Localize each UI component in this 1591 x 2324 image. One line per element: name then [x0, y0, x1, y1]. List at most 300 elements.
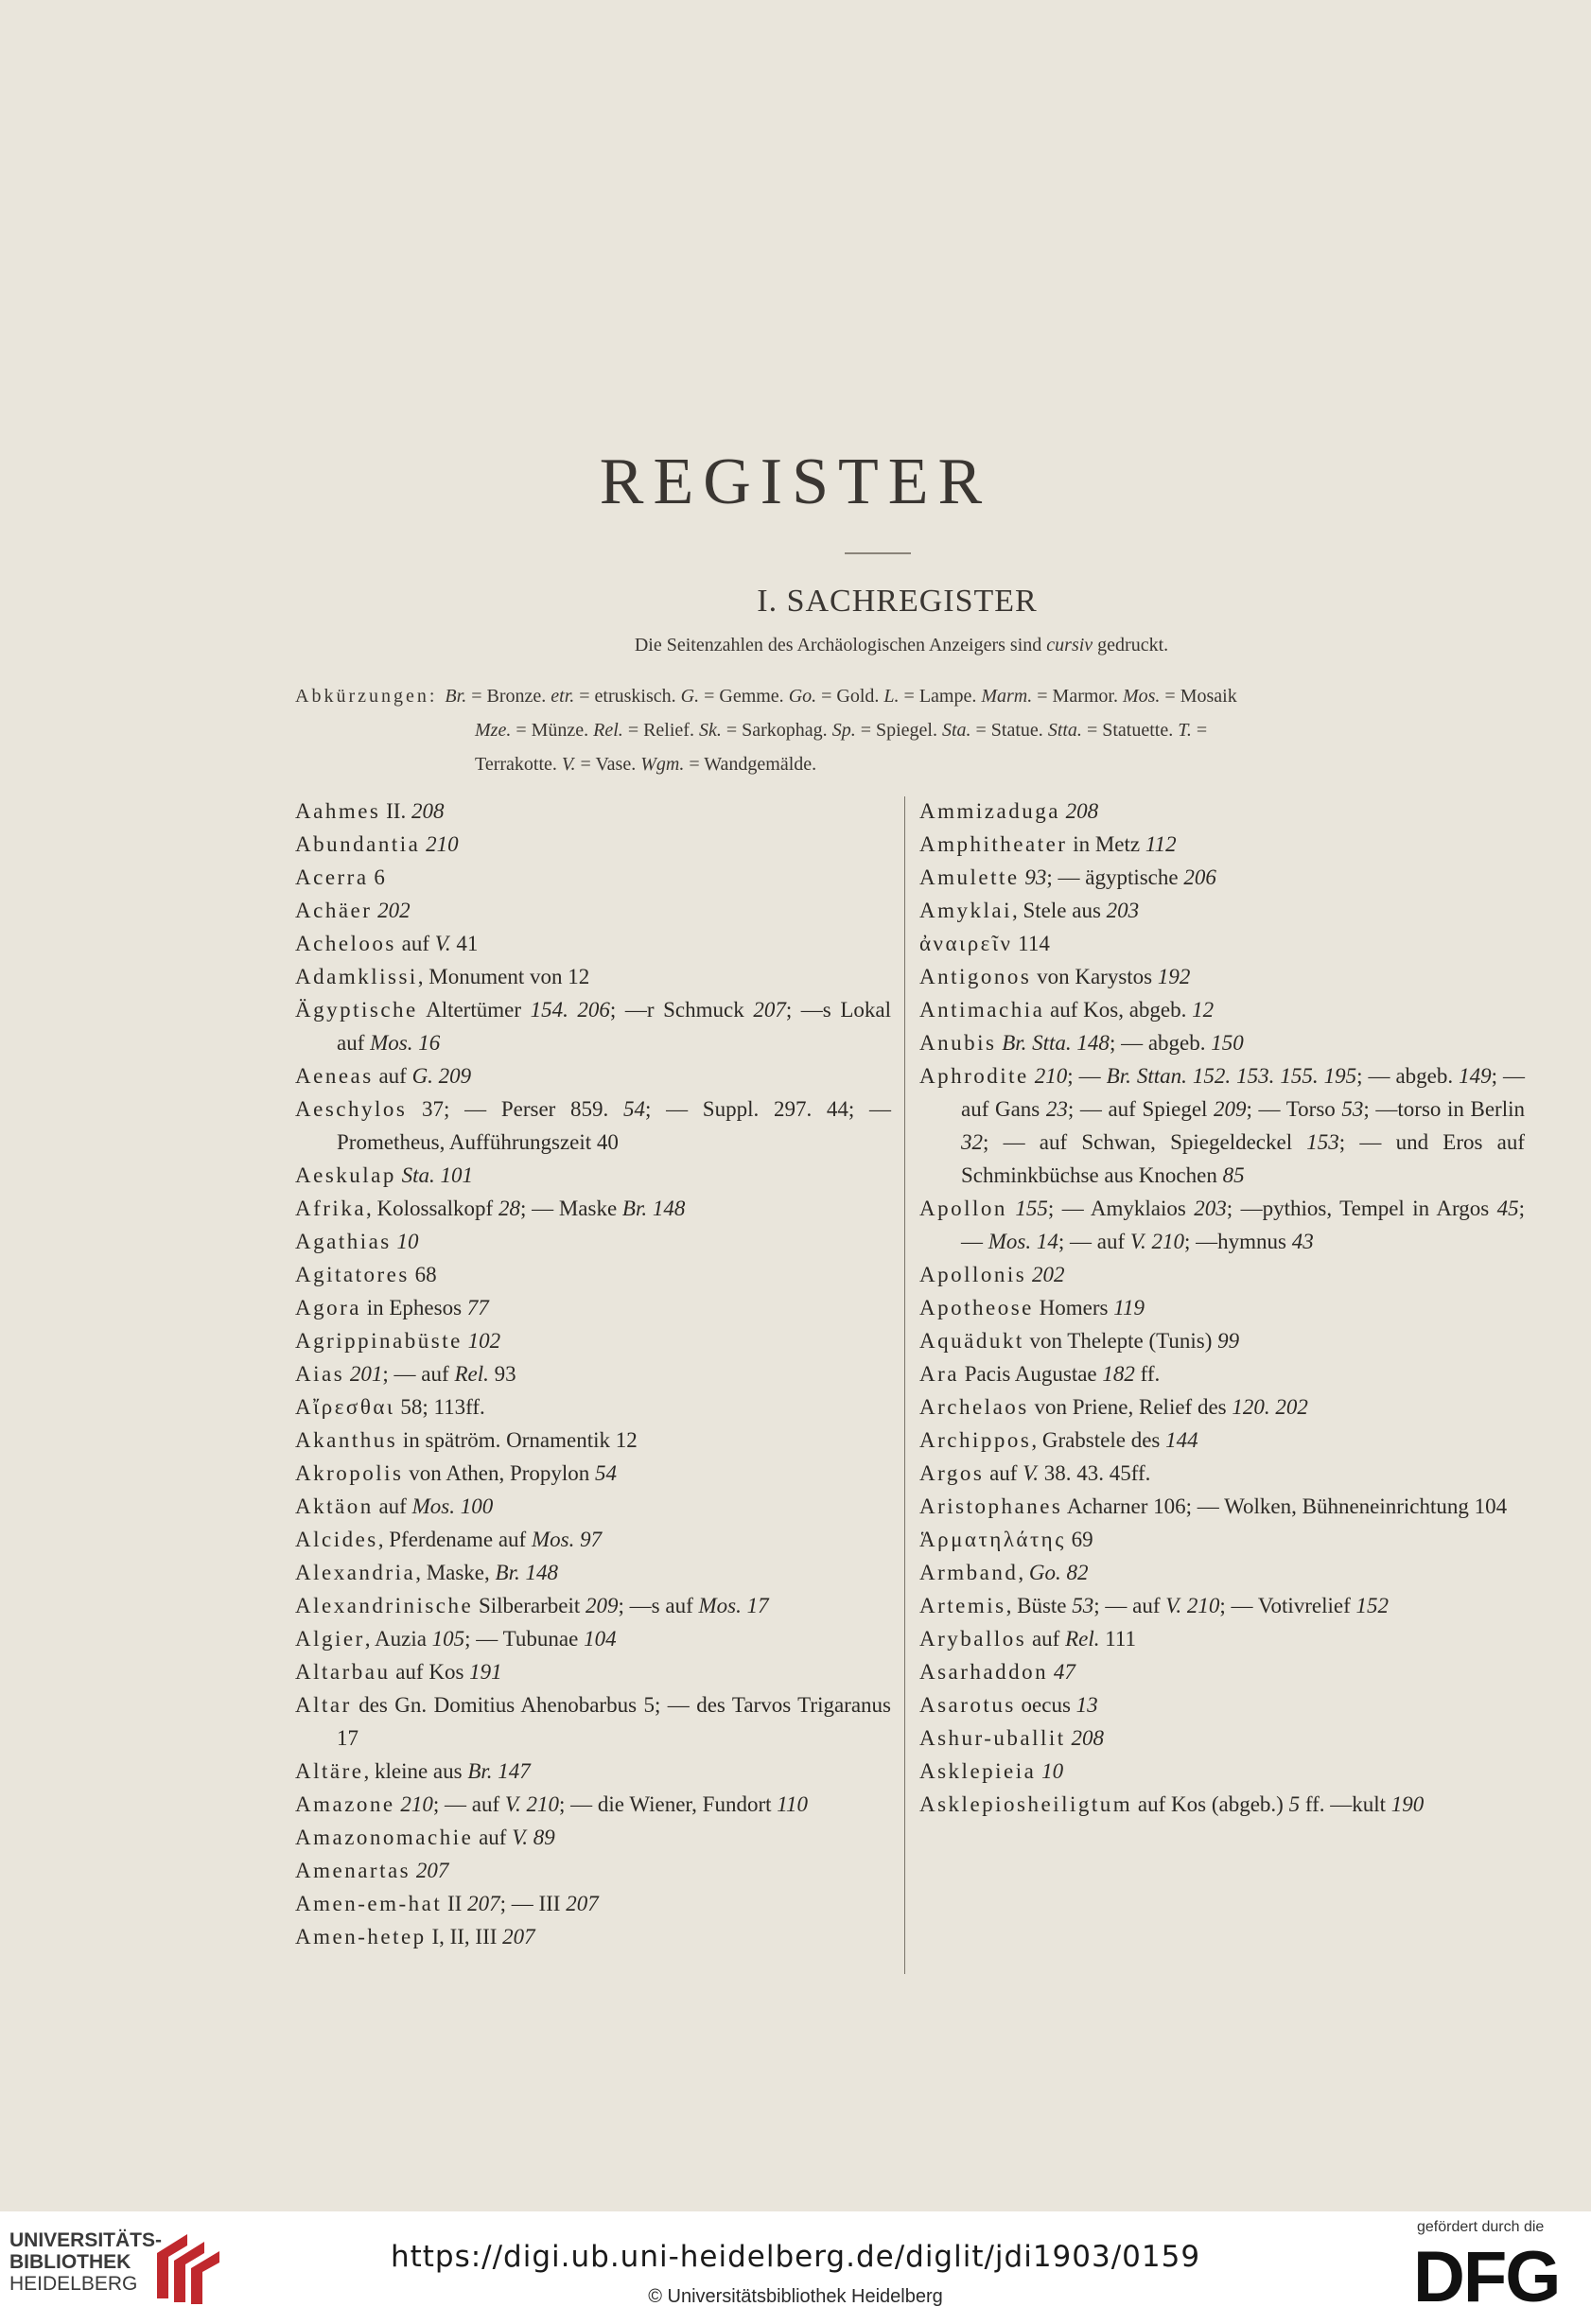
- page-reference: 207: [415, 1859, 449, 1882]
- page-reference: V. 210: [1165, 1594, 1220, 1617]
- entry-text: Homers: [1033, 1296, 1114, 1319]
- entry-text: auf Kos, abgeb.: [1044, 998, 1193, 1022]
- index-entry: [919, 1324, 1525, 1357]
- index-entry: [295, 1622, 891, 1655]
- entry-text: auf: [473, 1826, 513, 1849]
- abbreviation-text: = Gemme.: [699, 686, 789, 707]
- page-reference: 10: [396, 1230, 419, 1253]
- entry-keyword: Akanthus: [295, 1428, 398, 1452]
- entry-keyword: Asarhaddon: [919, 1660, 1049, 1684]
- logo-line-2: BIBLIOTHEK: [9, 2251, 131, 2273]
- abbreviation-key: Br.: [445, 686, 467, 707]
- index-entry: [919, 1390, 1525, 1424]
- entry-text: ; — III: [499, 1892, 567, 1915]
- page-reference: 209: [1214, 1097, 1247, 1121]
- index-entry: [919, 1490, 1525, 1523]
- entry-keyword: Anubis: [919, 1031, 997, 1055]
- page-reference: 208: [411, 799, 445, 823]
- entry-keyword: Armband: [919, 1561, 1019, 1584]
- abbreviation-key: Wgm.: [640, 754, 685, 775]
- index-entry: [295, 1854, 891, 1887]
- note-text-pre: Die Seitenzahlen des Archäologischen Anzeigers sind: [634, 635, 1042, 655]
- index-entry: [295, 861, 891, 894]
- entry-text: 41: [450, 932, 479, 955]
- abbreviation-text: = Marmor.: [1032, 686, 1123, 707]
- page-reference: 210: [426, 832, 459, 856]
- entry-text: 6: [368, 865, 385, 889]
- page-reference: 206: [1183, 865, 1216, 889]
- page-reference: Go. 82: [1028, 1561, 1089, 1584]
- index-entry: [295, 795, 891, 828]
- entry-text: , kleine aus: [363, 1759, 468, 1783]
- page-reference: 154. 206: [530, 998, 610, 1022]
- index-entry: [919, 1192, 1525, 1258]
- index-entry: [919, 1556, 1525, 1589]
- entry-text: ; —hymnus: [1183, 1230, 1292, 1253]
- page-reference: Mos. 17: [698, 1594, 769, 1617]
- index-entry: [295, 894, 891, 927]
- index-column-right: [919, 795, 1525, 1821]
- index-entry: [295, 993, 891, 1059]
- index-entry: [295, 1490, 891, 1523]
- entry-text: 58; 113ff.: [394, 1395, 485, 1419]
- entry-keyword: Amenartas: [295, 1859, 411, 1882]
- page-reference: 191: [469, 1660, 502, 1684]
- entry-keyword: Amulette: [919, 865, 1020, 889]
- entry-keyword: Amphitheater: [919, 832, 1068, 856]
- page-reference: 150: [1211, 1031, 1244, 1055]
- entry-text: , Maske,: [415, 1561, 496, 1584]
- page-reference: V.: [434, 932, 451, 955]
- abbreviation-key: etr.: [551, 686, 575, 707]
- entry-text: ; — Suppl. 297. 44; — Prometheus, Aufführungszeit 40: [337, 1097, 892, 1154]
- page-reference: 207: [467, 1892, 500, 1915]
- page-reference: G. 209: [411, 1064, 472, 1088]
- entry-keyword: Alexandria: [295, 1561, 416, 1584]
- entry-text: des Gn. Domitius Ahenobarbus 5; — des Tarvos Trigaranus 17: [337, 1693, 891, 1750]
- index-entry: [919, 1357, 1525, 1390]
- index-entry: [295, 828, 891, 861]
- abbreviation-text: = Lampe.: [899, 686, 982, 707]
- entry-text: auf: [395, 932, 435, 955]
- entry-text: ; — Tubunae: [464, 1627, 585, 1651]
- entry-keyword: Alcides: [295, 1528, 378, 1551]
- page-reference: 192: [1157, 965, 1191, 988]
- page-reference: V.: [1023, 1461, 1040, 1485]
- entry-text: II.: [380, 799, 411, 823]
- entry-text: Silberarbeit: [473, 1594, 586, 1617]
- abbreviation-text: = Gold.: [816, 686, 884, 707]
- page-reference: Rel.: [454, 1362, 489, 1386]
- index-entry: [919, 1258, 1525, 1291]
- abbreviation-key: Go.: [788, 686, 817, 707]
- entry-text: ; — abgeb.: [1109, 1031, 1212, 1055]
- index-entry: [295, 1059, 891, 1092]
- entry-text: ; — Votivrelief: [1219, 1594, 1356, 1617]
- page-reference: V. 89: [512, 1826, 555, 1849]
- page-reference: 47: [1053, 1660, 1075, 1684]
- entry-keyword: Amen-em-hat: [295, 1892, 443, 1915]
- entry-keyword: Aryballos: [919, 1627, 1027, 1651]
- entry-keyword: Algier: [295, 1627, 365, 1651]
- index-entry: [919, 927, 1525, 960]
- entry-text: ; — Maske: [519, 1197, 622, 1220]
- page-reference: 110: [777, 1792, 809, 1816]
- abbreviation-text: = Münze.: [511, 720, 594, 741]
- entry-keyword: Agrippinabüste: [295, 1329, 463, 1353]
- abbreviations-block: [295, 679, 1515, 781]
- index-entry: [295, 1192, 891, 1225]
- entry-text: von Thelepte (Tunis): [1023, 1329, 1218, 1353]
- entry-text: auf Kos (abgeb.): [1132, 1792, 1289, 1816]
- index-entry: [919, 1688, 1525, 1721]
- entry-text: ; — auf Schwan, Spiegeldeckel: [983, 1130, 1307, 1154]
- page-reference: Br. 147: [467, 1759, 531, 1783]
- index-entry: [295, 1291, 891, 1324]
- index-entry: [919, 894, 1525, 927]
- page-reference: 210: [1034, 1064, 1068, 1088]
- entry-text: ; —s auf: [618, 1594, 699, 1617]
- page-reference: 85: [1222, 1163, 1245, 1187]
- entry-text: von Priene, Relief des: [1028, 1395, 1233, 1419]
- page-reference: 43: [1291, 1230, 1314, 1253]
- entry-keyword: Amazone: [295, 1792, 395, 1816]
- page-reference: 104: [584, 1627, 617, 1651]
- entry-text: I, II, III: [426, 1925, 503, 1948]
- entry-keyword: Antigonos: [919, 965, 1032, 988]
- page-reference: Rel.: [1065, 1627, 1100, 1651]
- entry-keyword: Amen-hetep: [295, 1925, 427, 1948]
- abbreviation-text: =: [1191, 720, 1208, 741]
- entry-text: in Ephesos: [360, 1296, 467, 1319]
- entry-keyword: Agathias: [295, 1230, 392, 1253]
- index-entry: [919, 1523, 1525, 1556]
- entry-text: ; — und Eros auf Schminkbüchse aus Knochen: [961, 1130, 1525, 1187]
- abbreviation-key: Mos.: [1122, 686, 1161, 707]
- page-reference: 54: [623, 1097, 645, 1121]
- entry-text: ; — auf Gans: [961, 1064, 1526, 1121]
- page-reference: 28: [498, 1197, 520, 1220]
- entry-keyword: Αἴρεσθαι: [295, 1395, 395, 1419]
- abbreviation-key: Marm.: [981, 686, 1033, 707]
- index-column-left: [295, 795, 891, 1953]
- entry-keyword: Amyklai: [919, 899, 1012, 922]
- entry-text: Pacis Augustae: [958, 1362, 1103, 1386]
- index-entry: [295, 1821, 891, 1854]
- page-reference: 12: [1192, 998, 1215, 1022]
- index-entry: [919, 828, 1525, 861]
- entry-text: ; — Amyklaios: [1047, 1197, 1195, 1220]
- page-reference: 32: [961, 1130, 983, 1154]
- index-entry: [295, 1688, 891, 1755]
- index-entry: [919, 993, 1525, 1026]
- entry-text: ; — auf: [1058, 1230, 1130, 1253]
- entry-keyword: Aeskulap: [295, 1163, 396, 1187]
- index-entry: [919, 1655, 1525, 1688]
- entry-keyword: Achäer: [295, 899, 373, 922]
- entry-text: II: [442, 1892, 468, 1915]
- entry-text: ; — auf Spiegel: [1067, 1097, 1215, 1121]
- index-entry: [919, 1291, 1525, 1324]
- page-reference: V. 210: [1129, 1230, 1184, 1253]
- entry-text: auf: [1026, 1627, 1066, 1651]
- abbreviation-key: Stta.: [1047, 720, 1082, 741]
- page-reference: 13: [1075, 1693, 1098, 1717]
- index-entry: [919, 1457, 1525, 1490]
- abbreviation-text: = Spiegel.: [855, 720, 942, 741]
- entry-text: ; — auf: [432, 1792, 505, 1816]
- entry-keyword: Aristophanes: [919, 1494, 1063, 1518]
- page-reference: 203: [1194, 1197, 1227, 1220]
- index-entry: [295, 1556, 891, 1589]
- entry-keyword: Aphrodite: [919, 1064, 1029, 1088]
- page-reference: 208: [1071, 1726, 1104, 1750]
- abbreviation-text: = Sarkophag.: [721, 720, 832, 741]
- page-reference: 182: [1102, 1362, 1135, 1386]
- abbreviation-key: Sp.: [831, 720, 856, 741]
- entry-keyword: Ἁρματηλάτης: [919, 1528, 1066, 1551]
- index-entry: [295, 1655, 891, 1688]
- page-reference: 120. 202: [1232, 1395, 1308, 1419]
- entry-text: auf Kos: [390, 1660, 470, 1684]
- page-reference: 202: [377, 899, 411, 922]
- index-entry: [295, 1788, 891, 1821]
- abbreviation-key: G.: [680, 686, 700, 707]
- entry-keyword: Aktäon: [295, 1494, 374, 1518]
- page-reference: 10: [1041, 1759, 1064, 1783]
- entry-keyword: Antimachia: [919, 998, 1045, 1022]
- entry-keyword: Altäre: [295, 1759, 364, 1783]
- page-reference: Br. Stta. 148: [1002, 1031, 1110, 1055]
- page-reference: 77: [466, 1296, 489, 1319]
- index-entry: [295, 1523, 891, 1556]
- viewer-footer: [0, 2211, 1591, 2324]
- dfg-logo[interactable]: DFG: [1413, 2237, 1560, 2317]
- entry-keyword: Asklepieia: [919, 1759, 1037, 1783]
- abbreviation-key: Mze.: [475, 720, 512, 741]
- entry-keyword: Aahmes: [295, 799, 381, 823]
- entry-keyword: Apollon: [919, 1197, 1007, 1220]
- entry-keyword: Archippos: [919, 1428, 1032, 1452]
- page-reference: 5: [1288, 1792, 1301, 1816]
- abbreviation-text: = Mosaik: [1160, 686, 1237, 707]
- entry-text: 68: [409, 1263, 437, 1286]
- page-reference: 119: [1113, 1296, 1145, 1319]
- entry-keyword: Asarotus: [919, 1693, 1016, 1717]
- index-entry: [919, 1755, 1525, 1788]
- page-reference: Br. Sttan. 152. 153. 155. 195: [1106, 1064, 1357, 1088]
- entry-text: ; — die Wiener, Fundort: [559, 1792, 778, 1816]
- entry-text: , Stele aus: [1012, 899, 1107, 922]
- entry-text: auf: [373, 1064, 412, 1088]
- entry-text: , Auzia: [364, 1627, 432, 1651]
- page-title: REGISTER: [599, 446, 992, 518]
- entry-keyword: Abundantia: [295, 832, 421, 856]
- page-reference: 202: [1031, 1263, 1065, 1286]
- page-reference: 23: [1045, 1097, 1068, 1121]
- index-entry: [919, 1589, 1525, 1622]
- abbreviation-text: = Statuette.: [1081, 720, 1179, 741]
- page-reference: 210: [400, 1792, 433, 1816]
- abbreviation-key: V.: [561, 754, 576, 775]
- entry-keyword: Altarbau: [295, 1660, 391, 1684]
- index-entry: [919, 1026, 1525, 1059]
- entry-text: Acharner 106; — Wolken, Bühneneinrichtung 104: [1062, 1494, 1508, 1518]
- entry-keyword: Ara: [919, 1362, 959, 1386]
- page-reference: Br. 148: [495, 1561, 558, 1584]
- logo-line-3: HEIDELBERG: [9, 2273, 138, 2295]
- index-entry: [295, 1159, 891, 1192]
- entry-text: ; —s Lokal auf: [337, 998, 891, 1055]
- page-reference: Mos. 97: [531, 1528, 603, 1551]
- entry-text: ff. —kult: [1300, 1792, 1391, 1816]
- page-reference: 203: [1106, 899, 1140, 922]
- entry-keyword: Acerra: [295, 865, 369, 889]
- page-reference: 102: [467, 1329, 501, 1353]
- entry-text: 111: [1099, 1627, 1137, 1651]
- page-reference: Sta. 101: [401, 1163, 474, 1187]
- entry-text: 38. 43. 45ff.: [1039, 1461, 1151, 1485]
- abbreviation-text: = Relief.: [622, 720, 699, 741]
- entry-text: oecus: [1015, 1693, 1076, 1717]
- entry-keyword: Aquädukt: [919, 1329, 1024, 1353]
- page-reference: 53: [1072, 1594, 1094, 1617]
- entry-text: ,: [1018, 1561, 1029, 1584]
- index-entry: [295, 1920, 891, 1953]
- abbreviation-text: = Wandgemälde.: [684, 754, 817, 775]
- entry-keyword: Amazonomachie: [295, 1826, 474, 1849]
- entry-keyword: Aeschylos: [295, 1097, 408, 1121]
- page-reference: 190: [1390, 1792, 1425, 1816]
- note-text-cursiv: cursiv: [1046, 635, 1093, 655]
- logo-line-1: UNIVERSITÄTS-: [9, 2229, 163, 2251]
- entry-text: ; — auf: [1093, 1594, 1166, 1617]
- page-reference: 105: [431, 1627, 465, 1651]
- permalink-url[interactable]: https://digi.ub.uni-heidelberg.de/diglit/jdi1903/0159: [390, 2240, 1201, 2274]
- page-reference: 152: [1355, 1594, 1390, 1617]
- abbreviation-line: [295, 679, 1515, 713]
- abbreviation-line: [295, 747, 1515, 781]
- index-entry: [919, 795, 1525, 828]
- entry-text: ; —torso in Berlin: [1363, 1097, 1525, 1121]
- entry-keyword: Aias: [295, 1362, 345, 1386]
- funding-label: gefördert durch die: [1417, 2219, 1545, 2235]
- page-reference: 112: [1145, 832, 1177, 856]
- entry-text: ; — ägyptische: [1046, 865, 1184, 889]
- abbreviation-text: = etruskisch.: [574, 686, 681, 707]
- entry-text: auf: [984, 1461, 1023, 1485]
- abbreviation-text: = Statue.: [970, 720, 1048, 741]
- entry-text: , Monument von 12: [417, 965, 590, 988]
- entry-keyword: Artemis: [919, 1594, 1006, 1617]
- entry-keyword: Altar: [295, 1693, 352, 1717]
- index-entry: [295, 1755, 891, 1788]
- abbreviation-text: Terrakotte.: [475, 754, 562, 775]
- entry-text: , Büste: [1005, 1594, 1073, 1617]
- entry-keyword: ἀναιρεῖν: [919, 932, 1013, 955]
- page-reference: 208: [1065, 799, 1099, 823]
- entry-text: auf: [373, 1494, 412, 1518]
- page-reference: 153: [1306, 1130, 1339, 1154]
- index-entry: [919, 1424, 1525, 1457]
- page-reference: 149: [1459, 1064, 1492, 1088]
- page-reference: 209: [586, 1594, 619, 1617]
- entry-keyword: Archelaos: [919, 1395, 1029, 1419]
- entry-text: in Metz: [1067, 832, 1145, 856]
- page-reference: 207: [502, 1925, 535, 1948]
- entry-text: ; —r Schmuck: [609, 998, 754, 1022]
- index-entry: [295, 1324, 891, 1357]
- entry-text: ; —pythios, Tempel in Argos: [1226, 1197, 1497, 1220]
- abbreviation-line: [295, 713, 1515, 747]
- entry-keyword: Alexandrinische: [295, 1594, 474, 1617]
- entry-keyword: Adamklissi: [295, 965, 418, 988]
- column-divider: [904, 796, 905, 1974]
- index-entry: [919, 1622, 1525, 1655]
- page-reference: Mos. 14: [988, 1230, 1058, 1253]
- index-entry: [295, 1457, 891, 1490]
- entry-keyword: Aeneas: [295, 1064, 374, 1088]
- entry-keyword: Akropolis: [295, 1461, 404, 1485]
- index-entry: [295, 1589, 891, 1622]
- entry-text: ; — abgeb.: [1356, 1064, 1460, 1088]
- index-entry: [295, 1357, 891, 1390]
- abbreviation-key: Sk.: [698, 720, 722, 741]
- index-entry: [295, 1390, 891, 1424]
- page-number-note: [0, 635, 1591, 656]
- page-reference: 207: [753, 998, 786, 1022]
- index-entry: [919, 1059, 1525, 1192]
- page-reference: Mos. 16: [370, 1031, 441, 1055]
- entry-text: ; —: [1067, 1064, 1107, 1088]
- entry-keyword: Afrika: [295, 1197, 367, 1220]
- page-reference: 207: [566, 1892, 599, 1915]
- abbreviation-key: Rel.: [593, 720, 623, 741]
- entry-keyword: Apollonis: [919, 1263, 1027, 1286]
- entry-text: ff.: [1134, 1362, 1161, 1386]
- entry-text: ; — Torso: [1246, 1097, 1342, 1121]
- entry-text: von Athen, Propylon: [403, 1461, 596, 1485]
- page-reference: 155: [1015, 1197, 1048, 1220]
- entry-keyword: Ägyptische: [295, 998, 418, 1022]
- entry-text: in spätröm. Ornamentik 12: [397, 1428, 638, 1452]
- page-reference: 53: [1341, 1097, 1364, 1121]
- abbreviation-text: = Bronze.: [466, 686, 551, 707]
- page-reference: 201: [349, 1362, 383, 1386]
- page-reference: 54: [595, 1461, 618, 1485]
- index-entry: [919, 1721, 1525, 1755]
- entry-text: 93: [488, 1362, 516, 1386]
- page-reference: 93: [1024, 865, 1047, 889]
- abbreviation-key: Sta.: [941, 720, 971, 741]
- index-entry: [295, 960, 891, 993]
- abbreviation-key: T.: [1178, 720, 1192, 741]
- copyright-notice: © Universitätsbibliothek Heidelberg: [648, 2286, 943, 2307]
- entry-keyword: Acheloos: [295, 932, 396, 955]
- entry-keyword: Argos: [919, 1461, 985, 1485]
- note-text-post: gedruckt.: [1097, 635, 1169, 655]
- page-reference: Mos. 100: [411, 1494, 494, 1518]
- entry-text: von Karystos: [1031, 965, 1158, 988]
- section-heading: I. SACHREGISTER: [757, 584, 1038, 619]
- index-entry: [295, 1424, 891, 1457]
- index-entry: [919, 960, 1525, 993]
- entry-text: ; — auf: [382, 1362, 455, 1386]
- entry-keyword: Agitatores: [295, 1263, 410, 1286]
- entry-keyword: Apotheose: [919, 1296, 1034, 1319]
- abbreviation-key: L.: [883, 686, 900, 707]
- entry-keyword: Asklepiosheiligtum: [919, 1792, 1133, 1816]
